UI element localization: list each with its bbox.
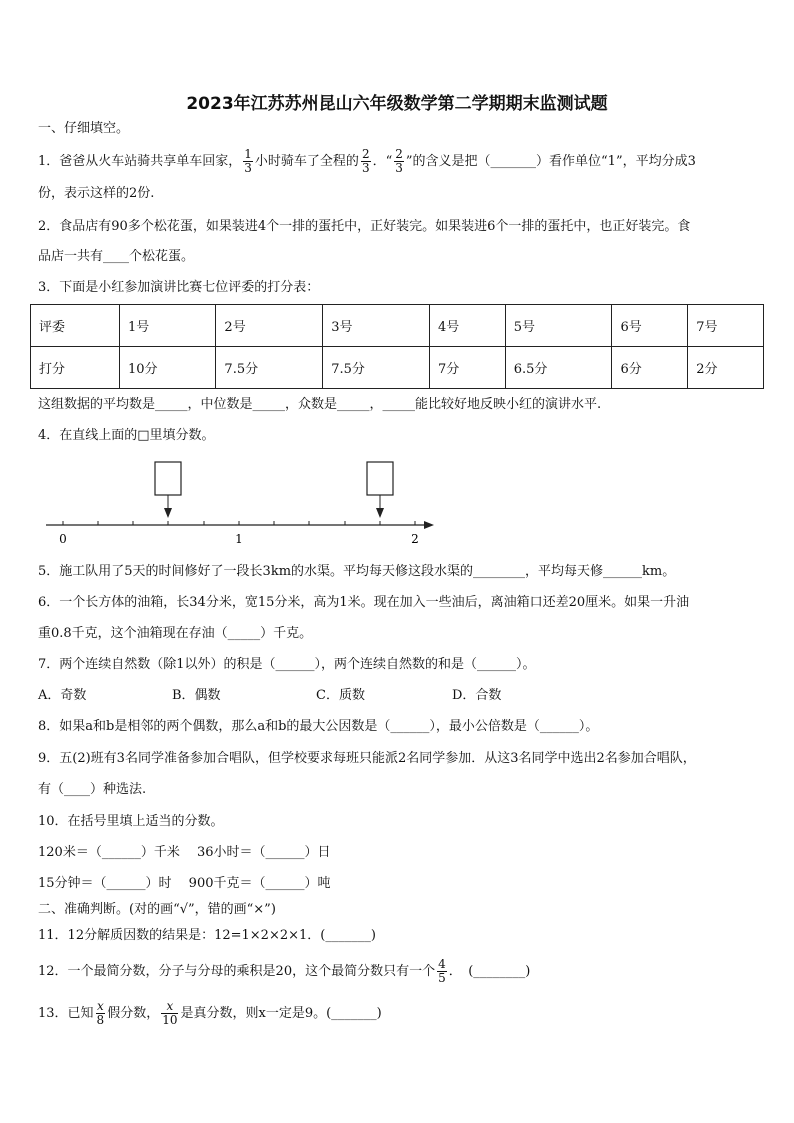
question-9-line2: 有（____）种选法. bbox=[38, 782, 147, 797]
q12-text-b: ． (________) bbox=[448, 964, 531, 979]
q7-option-d: D．合数 bbox=[452, 688, 502, 703]
table-cell: 6分 bbox=[612, 347, 688, 389]
table-cell: 2分 bbox=[688, 347, 764, 389]
answer-box-1[interactable] bbox=[155, 462, 181, 495]
q1-line2: 份，表示这样的2份. bbox=[38, 186, 155, 201]
section-heading-fill: 一、仔细填空。 bbox=[38, 121, 130, 136]
question-1 bbox=[38, 148, 696, 175]
table-cell: 1号 bbox=[120, 305, 216, 347]
axis-arrow-icon bbox=[424, 521, 434, 529]
fraction-x-over-8: $\frac{x}{8}$ bbox=[96, 999, 105, 1027]
number-line bbox=[40, 456, 440, 548]
table-cell: 4号 bbox=[429, 305, 505, 347]
q12-text-a: 12．一个最简分数，分子与分母的乘积是20，这个最简分数只有一个 bbox=[38, 964, 436, 979]
question-13 bbox=[38, 1000, 382, 1027]
answer-box-2[interactable] bbox=[367, 462, 393, 495]
q1-text-c: ．“ bbox=[372, 154, 393, 169]
table-cell: 7分 bbox=[429, 347, 505, 389]
fraction-one-third: $\frac{1}{3}$ bbox=[244, 147, 252, 175]
table-cell: 6号 bbox=[612, 305, 688, 347]
fraction-two-thirds-quoted: $\frac{2}{3}$ bbox=[395, 147, 403, 175]
table-cell: 7.5分 bbox=[323, 347, 430, 389]
question-6-line2: 重0.8千克，这个油箱现在存油（_____）千克。 bbox=[38, 626, 313, 641]
question-8: 8．如果a和b是相邻的两个偶数，那么a和b的最大公因数是（______），最小公倍数是（______）。 bbox=[38, 719, 599, 734]
q1-text-d: ”的含义是把（_______）看作单位“1”，平均分成3 bbox=[405, 154, 696, 169]
fraction-four-fifths: $\frac{4}{5}$ bbox=[438, 957, 446, 985]
question-12 bbox=[38, 958, 530, 985]
question-2-line1: 2．食品店有90多个松花蛋，如果装进4个一排的蛋托中，正好装完。如果装进6个一排的蛋托中，也正好装完。食 bbox=[38, 219, 691, 234]
q7-option-c: C．质数 bbox=[316, 688, 365, 703]
judge-score-table bbox=[30, 304, 764, 389]
table-cell: 6.5分 bbox=[505, 347, 612, 389]
question-6-line1: 6．一个长方体的油箱，长34分米，宽15分米，高为1米。现在加入一些油后，离油箱口还差20厘米。如果一升油 bbox=[38, 595, 690, 610]
table-cell: 10分 bbox=[120, 347, 216, 389]
table-row bbox=[31, 305, 764, 347]
question-7: 7．两个连续自然数（除1以外）的积是（______），两个连续自然数的和是（______）。 bbox=[38, 657, 536, 672]
question-11: 11．12分解质因数的结果是：12=1×2×2×1．(_______) bbox=[38, 928, 376, 943]
fraction-two-thirds: $\frac{2}{3}$ bbox=[361, 147, 370, 175]
tick-label-2: 2 bbox=[411, 532, 419, 546]
q1-text-b: 小时骑车了全程的 bbox=[254, 154, 359, 169]
table-cell: 打分 bbox=[31, 347, 120, 389]
question-9-line1: 9．五(2)班有3名同学准备参加合唱队，但学校要求每班只能派2名同学参加．从这3名同学中选出2名参加合唱队， bbox=[38, 751, 696, 766]
q7-option-b: B．偶数 bbox=[172, 688, 221, 703]
table-cell: 7.5分 bbox=[216, 347, 323, 389]
table-cell: 3号 bbox=[323, 305, 430, 347]
question-3-intro: 3．下面是小红参加演讲比赛七位评委的打分表： bbox=[38, 280, 320, 295]
table-cell: 7号 bbox=[688, 305, 764, 347]
arrow-down-icon bbox=[376, 508, 384, 518]
q13-text-c: 是真分数，则x一定是9。(_______) bbox=[180, 1006, 382, 1021]
tick-label-0: 0 bbox=[59, 532, 67, 546]
q13-text-a: 13．已知 bbox=[38, 1006, 94, 1021]
question-4: 4．在直线上面的□里填分数。 bbox=[38, 428, 215, 443]
q10-line1: 120米＝（______）千米 36小时＝（______）日 bbox=[38, 845, 331, 860]
question-10: 10．在括号里填上适当的分数。 bbox=[38, 814, 224, 829]
tick-label-1: 1 bbox=[235, 532, 243, 546]
q10-line2: 15分钟＝（______）时 900千克＝（______）吨 bbox=[38, 876, 331, 891]
q7-option-a: A．奇数 bbox=[38, 688, 87, 703]
section-heading-judge: 二、准确判断。(对的画“√”，错的画“×”) bbox=[38, 902, 276, 917]
page-title: 2023年江苏苏州昆山六年级数学第二学期期末监测试题 bbox=[186, 94, 608, 114]
arrow-down-icon bbox=[164, 508, 172, 518]
fraction-x-over-10: $\frac{x}{10}$ bbox=[162, 999, 178, 1027]
table-cell: 2号 bbox=[216, 305, 323, 347]
q13-text-b: 假分数， bbox=[107, 1006, 160, 1021]
table-row bbox=[31, 347, 764, 389]
question-5: 5．施工队用了5天的时间修好了一段长3km的水渠。平均每天修这段水渠的________，平均每天修______km。 bbox=[38, 564, 676, 579]
q1-text-a: 1．爸爸从火车站骑共享单车回家， bbox=[38, 154, 242, 169]
question-2-line2: 品店一共有____个松花蛋。 bbox=[38, 249, 195, 264]
question-3-blanks: 这组数据的平均数是_____，中位数是_____，众数是_____，_____能比较好地反映小红的演讲水平. bbox=[38, 397, 602, 412]
table-cell: 评委 bbox=[31, 305, 120, 347]
table-cell: 5号 bbox=[505, 305, 612, 347]
